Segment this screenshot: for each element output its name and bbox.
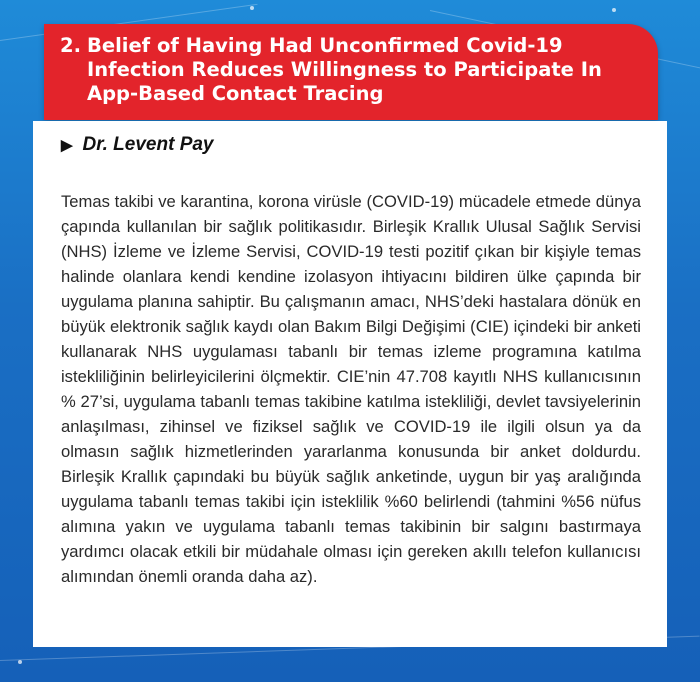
background-dot — [250, 6, 254, 10]
section-header — [44, 24, 658, 120]
section-number: 2. — [60, 34, 81, 57]
abstract-paragraph: Temas takibi ve karantina, korona virüsle (COVID-19) mücadele etmede dünya çapında kullanılan bir sağlık politikasıdır. Birleşik Krallık Ulusal Sağlık Servisi (NHS) İzleme ve İzleme Servisi, COVID-19 testi pozitif çıkan bir kişiyle temas halinde olanlara kendi kendine izolasyon ihtiyacını bildiren ülke çapında bir uygulama planına sahiptir. Bu çalışmanın amacı, NHS’deki hastalara dönük en büyük elektronik sağlık kaydı olan Bakım Bilgi Değişimi (CIE) içindeki bir anketi kullanarak NHS uygulaması tabanlı bir temas izleme programına katılma istekliliğinin belirleyicilerini ölçmektir. CIE’nin 47.708 kayıtlı NHS kullanıcısının % 27’si, uygulama tabanlı temas takibine katılma istekliliği, devlet tavsiyelerinin anlaşılması, zihinsel ve fiziksel sağlık ve COVID-19 ile ilgili olsun ya da olmasın sağlık hizmetlerinden yararlanma konusunda bir anket doldurdu. Birleşik Krallık çapındaki bu büyük sağlık anketinde, uygun bir yaş aralığında uygulama tabanlı temas takibi için isteklilik %60 belirlendi (tahmini %56 nüfus alımına yakın ve uygulama tabanlı temas takibinin bir salgını bastırmaya yardımcı olacak etkili bir müdahale olması için gereken akıllı telefon kullanıcısı alımından önemli oranda daha az). — [61, 192, 641, 586]
background-dot — [18, 660, 22, 664]
section-title — [60, 34, 640, 106]
background-dot — [612, 8, 616, 12]
play-triangle-icon: ▶ — [61, 137, 73, 154]
section-title-text: Belief of Having Had Unconfirmed Covid-19 Infection Reduces Willingness to Participate In App-Based Contact Tracing — [87, 34, 602, 105]
content-panel — [33, 121, 667, 647]
author-line — [61, 131, 641, 159]
author-name: Dr. Levent Pay — [82, 134, 214, 155]
